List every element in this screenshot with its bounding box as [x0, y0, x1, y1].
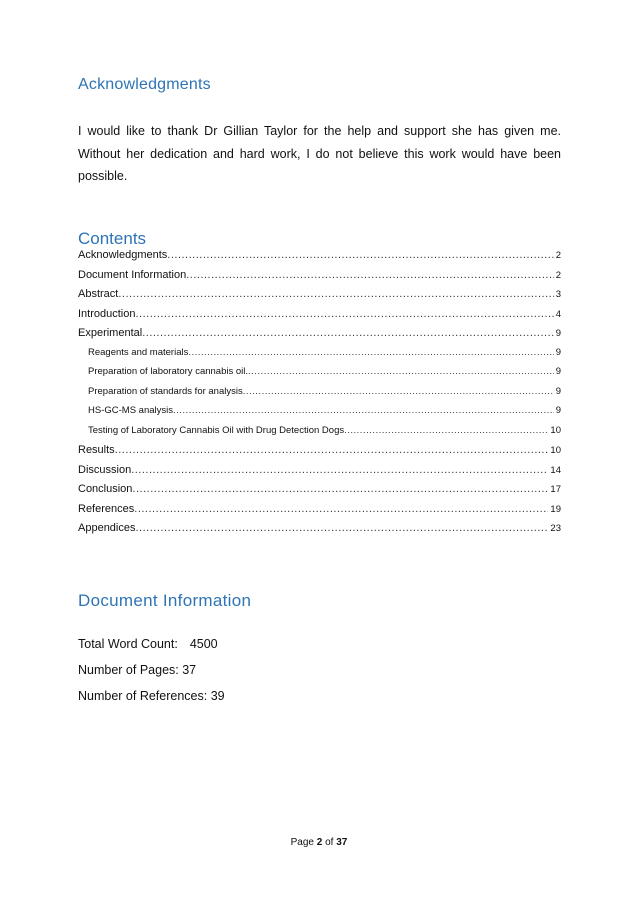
toc-entry-page: 2: [555, 269, 561, 281]
toc-entry-page: 9: [555, 328, 561, 339]
table-of-contents: [78, 249, 561, 542]
acknowledgments-heading: Acknowledgments: [78, 76, 211, 93]
acknowledgments-text: I would like to thank Dr Gillian Taylor for the help and support she has given me. Without her dedication and hard work, I do not believe this work would have been possible.: [78, 124, 561, 183]
toc-entry-page: 17: [550, 484, 561, 495]
toc-dot-leader: [167, 249, 553, 261]
footer-total-pages: 37: [336, 837, 348, 848]
reference-count-label: Number of References:: [78, 689, 208, 703]
toc-entry-page: 2: [555, 250, 561, 261]
toc-entry[interactable]: [78, 366, 561, 386]
toc-entry-title: Acknowledgments: [78, 249, 168, 261]
toc-entry-page: 9: [555, 385, 561, 397]
toc-dot-leader: [344, 425, 548, 436]
toc-entry-page: 10: [550, 424, 561, 436]
toc-entry-title: Appendices: [78, 522, 136, 534]
toc-entry-title: References: [78, 502, 135, 515]
toc-entry[interactable]: [78, 269, 561, 289]
toc-dot-leader: [134, 503, 548, 515]
toc-dot-leader: [135, 308, 553, 320]
toc-entry-page: 9: [555, 346, 561, 358]
toc-entry[interactable]: [78, 308, 561, 328]
toc-entry-page: 3: [555, 289, 561, 300]
word-count-line: [78, 637, 218, 651]
toc-entry[interactable]: [78, 405, 561, 425]
toc-entry[interactable]: [78, 327, 561, 347]
toc-entry-title: Introduction: [78, 307, 136, 320]
toc-dot-leader: [188, 347, 553, 358]
toc-entry-title: Document Information: [78, 268, 187, 281]
toc-dot-leader: [142, 327, 554, 339]
toc-entry[interactable]: [78, 288, 561, 308]
toc-entry[interactable]: [78, 444, 561, 464]
toc-entry[interactable]: [78, 464, 561, 484]
toc-entry-title: HS-GC-MS analysis: [88, 405, 173, 416]
word-count-value: 4500: [189, 637, 218, 651]
toc-dot-leader: [118, 288, 553, 300]
toc-dot-leader: [186, 269, 553, 281]
toc-entry-page: 9: [555, 405, 561, 416]
contents-heading: Contents: [78, 229, 147, 248]
footer-current-page: 2: [316, 837, 323, 848]
page-count-label: Number of Pages:: [78, 663, 179, 677]
toc-dot-leader: [136, 522, 549, 534]
toc-entry-page: 19: [550, 503, 561, 515]
toc-dot-leader: [248, 366, 554, 377]
page-count-value: 37: [182, 663, 197, 677]
toc-entry-title: Experimental: [78, 327, 143, 339]
toc-entry-title: Conclusion: [78, 483, 133, 495]
toc-entry[interactable]: [78, 386, 561, 406]
toc-entry-title: Abstract: [78, 288, 119, 300]
toc-dot-leader: [173, 405, 554, 416]
footer-of: of: [325, 837, 334, 848]
page-count-line: [78, 663, 196, 677]
toc-entry-page: 10: [550, 445, 561, 456]
toc-entry-title: Discussion: [78, 463, 132, 476]
toc-entry-title: Preparation of laboratory cannabis oil.: [88, 366, 249, 377]
toc-dot-leader: [243, 386, 554, 397]
toc-dot-leader: [115, 444, 549, 456]
toc-entry-title: Results: [78, 444, 115, 456]
word-count-label: Total Word Count:: [78, 637, 178, 651]
toc-entry-title: Testing of Laboratory Cannabis Oil with Drug Detection Dogs: [88, 424, 345, 436]
page-footer: [0, 837, 638, 848]
toc-entry-page: 14: [550, 464, 561, 476]
toc-entry[interactable]: [78, 522, 561, 542]
toc-entry[interactable]: [78, 249, 561, 269]
toc-entry[interactable]: [78, 483, 561, 503]
toc-entry-page: 23: [550, 523, 561, 534]
toc-dot-leader: [131, 464, 548, 476]
toc-entry-page: 4: [555, 308, 561, 320]
toc-entry-page: 9: [555, 366, 561, 377]
reference-count-value: 39: [210, 689, 225, 703]
reference-count-line: [78, 689, 225, 703]
toc-entry[interactable]: [78, 425, 561, 445]
document-information-heading: Document Information: [78, 591, 252, 610]
footer-page-prefix: Page: [290, 837, 314, 848]
toc-entry[interactable]: [78, 503, 561, 523]
toc-entry[interactable]: [78, 347, 561, 367]
toc-entry-title: Preparation of standards for analysis: [88, 385, 243, 397]
toc-dot-leader: [132, 483, 548, 495]
toc-entry-title: Reagents and materials: [88, 346, 189, 358]
